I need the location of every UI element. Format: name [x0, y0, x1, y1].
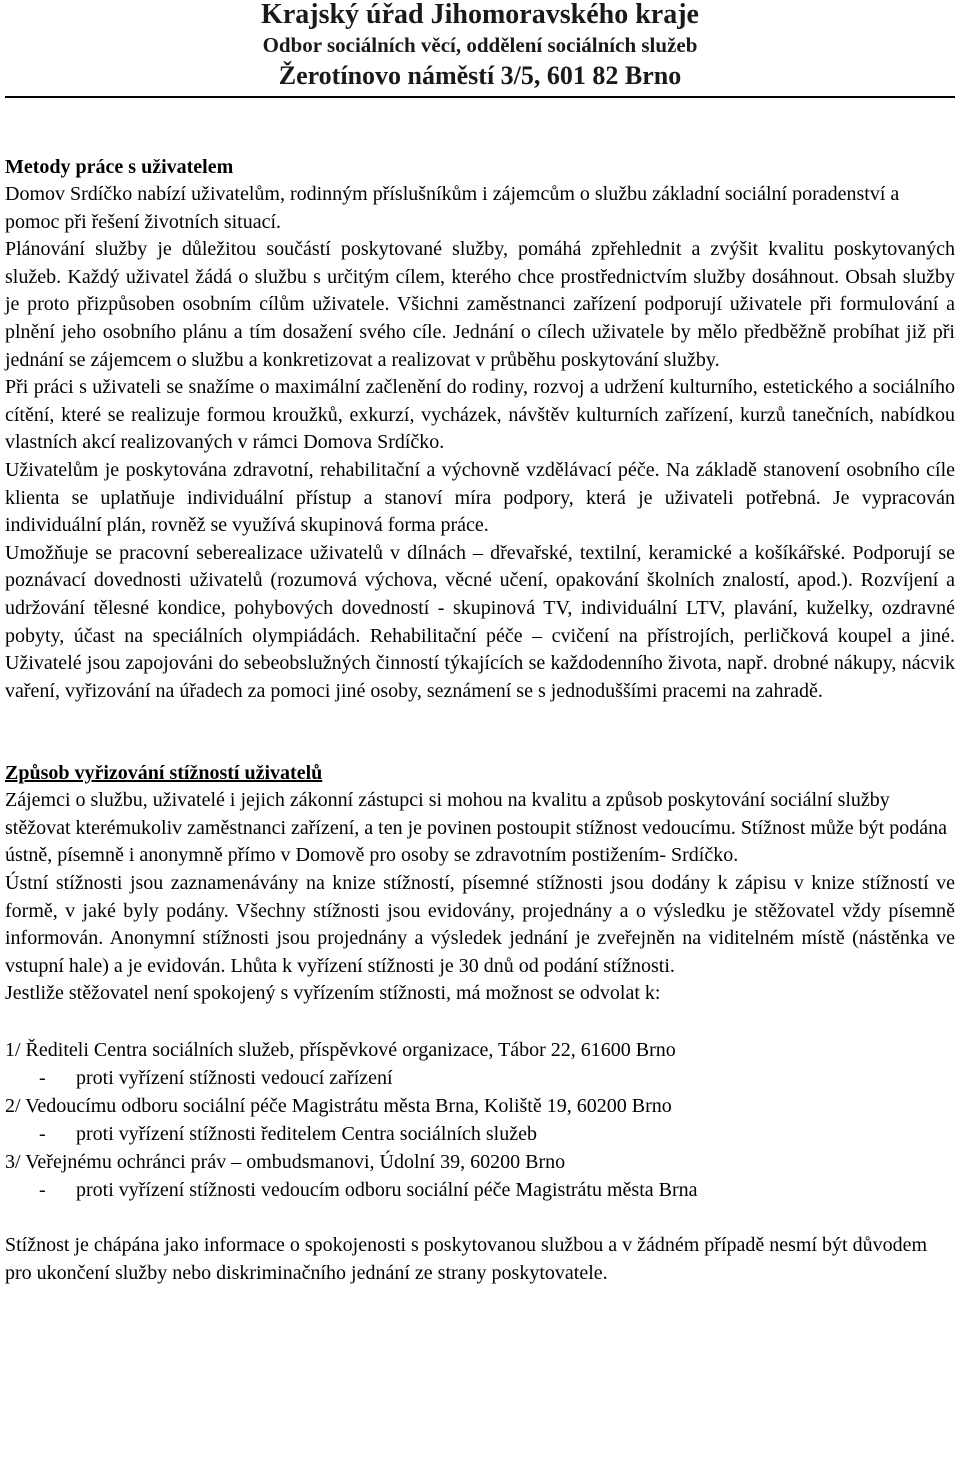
appeal-entry: 1/ Řediteli Centra sociálních služeb, příspěvkové organizace, Tábor 22, 61600 Brno — [5, 1039, 676, 1062]
dash-marker: - — [39, 1067, 46, 1090]
section-methods-intro: Domov Srdíčko nabízí uživatelům, rodinným příslušníkům i zájemcům o službu základní sociální poradenství a pomoc při řešení životních situací. — [5, 183, 900, 233]
appeals-list — [5, 1036, 955, 1204]
list-item — [5, 1148, 955, 1204]
section-methods-paragraph: Při práci s uživateli se snažíme o maximální začlenění do rodiny, rozvoj a udržení kulturního, estetického a sociálního cítění, které se realizuje formou kroužků, exkurzí, vycházek, návštěv kulturních zařízení, kurzů tanečních, nabídkou vlastních akcí realizovaných v rámci Domova Srdíčko. — [5, 376, 955, 454]
document-page — [5, 0, 955, 1287]
section-complaints-paragraph: Zájemci o službu, uživatelé i jejich zákonní zástupci si mohou na kvalitu a způsob poskytování sociální služby stěžovat kterémukoliv zaměstnanci zařízení, a ten je povinen postoupit stížnost vedoucímu. Stížnost může být podána ústně, písemně i anonymně přímo v Domově pro osoby se zdravotním postižením- Srdíčko. — [5, 789, 947, 867]
letterhead-department: Odbor sociálních věcí, oddělení sociálních služeb — [262, 33, 698, 57]
section-methods-paragraph: Umožňuje se pracovní seberealizace uživatelů v dílnách – dřevařské, textilní, keramické a košíkářské. Podporují se poznávací dovednosti uživatelů (rozumová výchova, věcné učení, opakování školních znalostí, apod.). Rozvíjení a udržování tělesné kondice, pohybových dovedností - skupinová TV, individuální LTV, plavání, kuželky, ozdravné pobyty, účast na speciálních olympiádách. Rehabilitační péče – cvičení na přístrojích, perličková koupel a jiné. Uživatelé jsou zapojováni do sebeobslužných činností týkajících se každodenního života, např. drobné nákupy, nácvik vaření, vyřizování na úřadech za pomoci jiné osoby, seznámení se s jednoduššími pracemi na zahradě. — [5, 541, 955, 702]
list-item — [5, 1036, 955, 1092]
appeal-sub — [5, 1120, 955, 1148]
dash-marker: - — [39, 1179, 46, 1202]
closing-paragraph: Stížnost je chápána jako informace o spokojenosti s poskytovanou službou a v žádném případě nesmí být důvodem pro ukončení služby nebo diskriminačního jednání ze strany poskytovatele. — [5, 1234, 928, 1284]
appeal-sub — [5, 1064, 955, 1092]
section-complaints-paragraph: Jestliže stěžovatel není spokojený s vyřízením stížnosti, má možnost se odvolat k: — [5, 982, 661, 1005]
appeal-sub-text: proti vyřízení stížnosti ředitelem Centra sociálních služeb — [76, 1123, 537, 1146]
section-complaints-title: Způsob vyřizování stížností uživatelů — [5, 762, 323, 785]
section-methods-paragraph: Uživatelům je poskytována zdravotní, rehabilitační a výchovně vzdělávací péče. Na základě stanovení osobního cíle klienta se uplatňuje individuální přístup a stanoví míra podpory, která je uživateli potřebná. Je vypracován individuální plán, rovněž se využívá skupinová forma práce. — [5, 458, 955, 537]
list-item — [5, 1092, 955, 1148]
dash-marker: - — [39, 1123, 46, 1146]
section-methods-paragraph: Plánování služby je důležitou součástí poskytované služby, pomáhá zpřehlednit a zvýšit kvalitu poskytovaných služeb. Každý uživatel žádá o službu s určitým cílem, kterého chce prostřednictvím služby dosáhnout. Obsah služby je proto přizpůsoben osobním cílům uživatele. Všichni zaměstnanci zařízení podporují uživatele při formulování a plnění jeho osobního plánu a tím dosažení svého cíle. Jednání o cílech uživatele by mělo předběžně probíhat již při jednání se zájemcem o službu a konkretizovat a realizovat v průběhu poskytování služby. — [5, 238, 955, 371]
section-methods-title: Metody práce s uživatelem — [5, 156, 234, 178]
appeal-sub-text: proti vyřízení stížnosti vedoucí zařízení — [76, 1067, 393, 1090]
letterhead — [5, 0, 955, 98]
appeal-entry: 2/ Vedoucímu odboru sociální péče Magistrátu města Brna, Koliště 19, 60200 Brno — [5, 1095, 672, 1118]
letterhead-title: Krajský úřad Jihomoravského kraje — [261, 0, 699, 30]
section-complaints-paragraph: Ústní stížnosti jsou zaznamenávány na knize stížností, písemné stížnosti jsou dodány k zápisu v knize stížností ve formě, v jaké byly podány. Všechny stížnosti jsou evidovány, projednány a o výsledku je stěžovatel vždy písemně informován. Anonymní stížnosti jsou projednány a výsledek jednání je zveřejněn na viditelném místě (nástěnka ve vstupní hale) a je evidován. Lhůta k vyřízení stížnosti je 30 dnů od podání stížnosti. — [5, 872, 955, 977]
appeal-sub — [5, 1176, 955, 1204]
section-complaints — [5, 760, 955, 1287]
section-methods — [5, 154, 955, 705]
appeal-sub-text: proti vyřízení stížnosti vedoucím odboru sociální péče Magistrátu města Brna — [76, 1179, 698, 1202]
appeal-entry: 3/ Veřejnému ochránci práv – ombudsmanovi, Údolní 39, 60200 Brno — [5, 1151, 566, 1174]
letterhead-address: Žerotínovo náměstí 3/5, 601 82 Brno — [278, 61, 682, 90]
